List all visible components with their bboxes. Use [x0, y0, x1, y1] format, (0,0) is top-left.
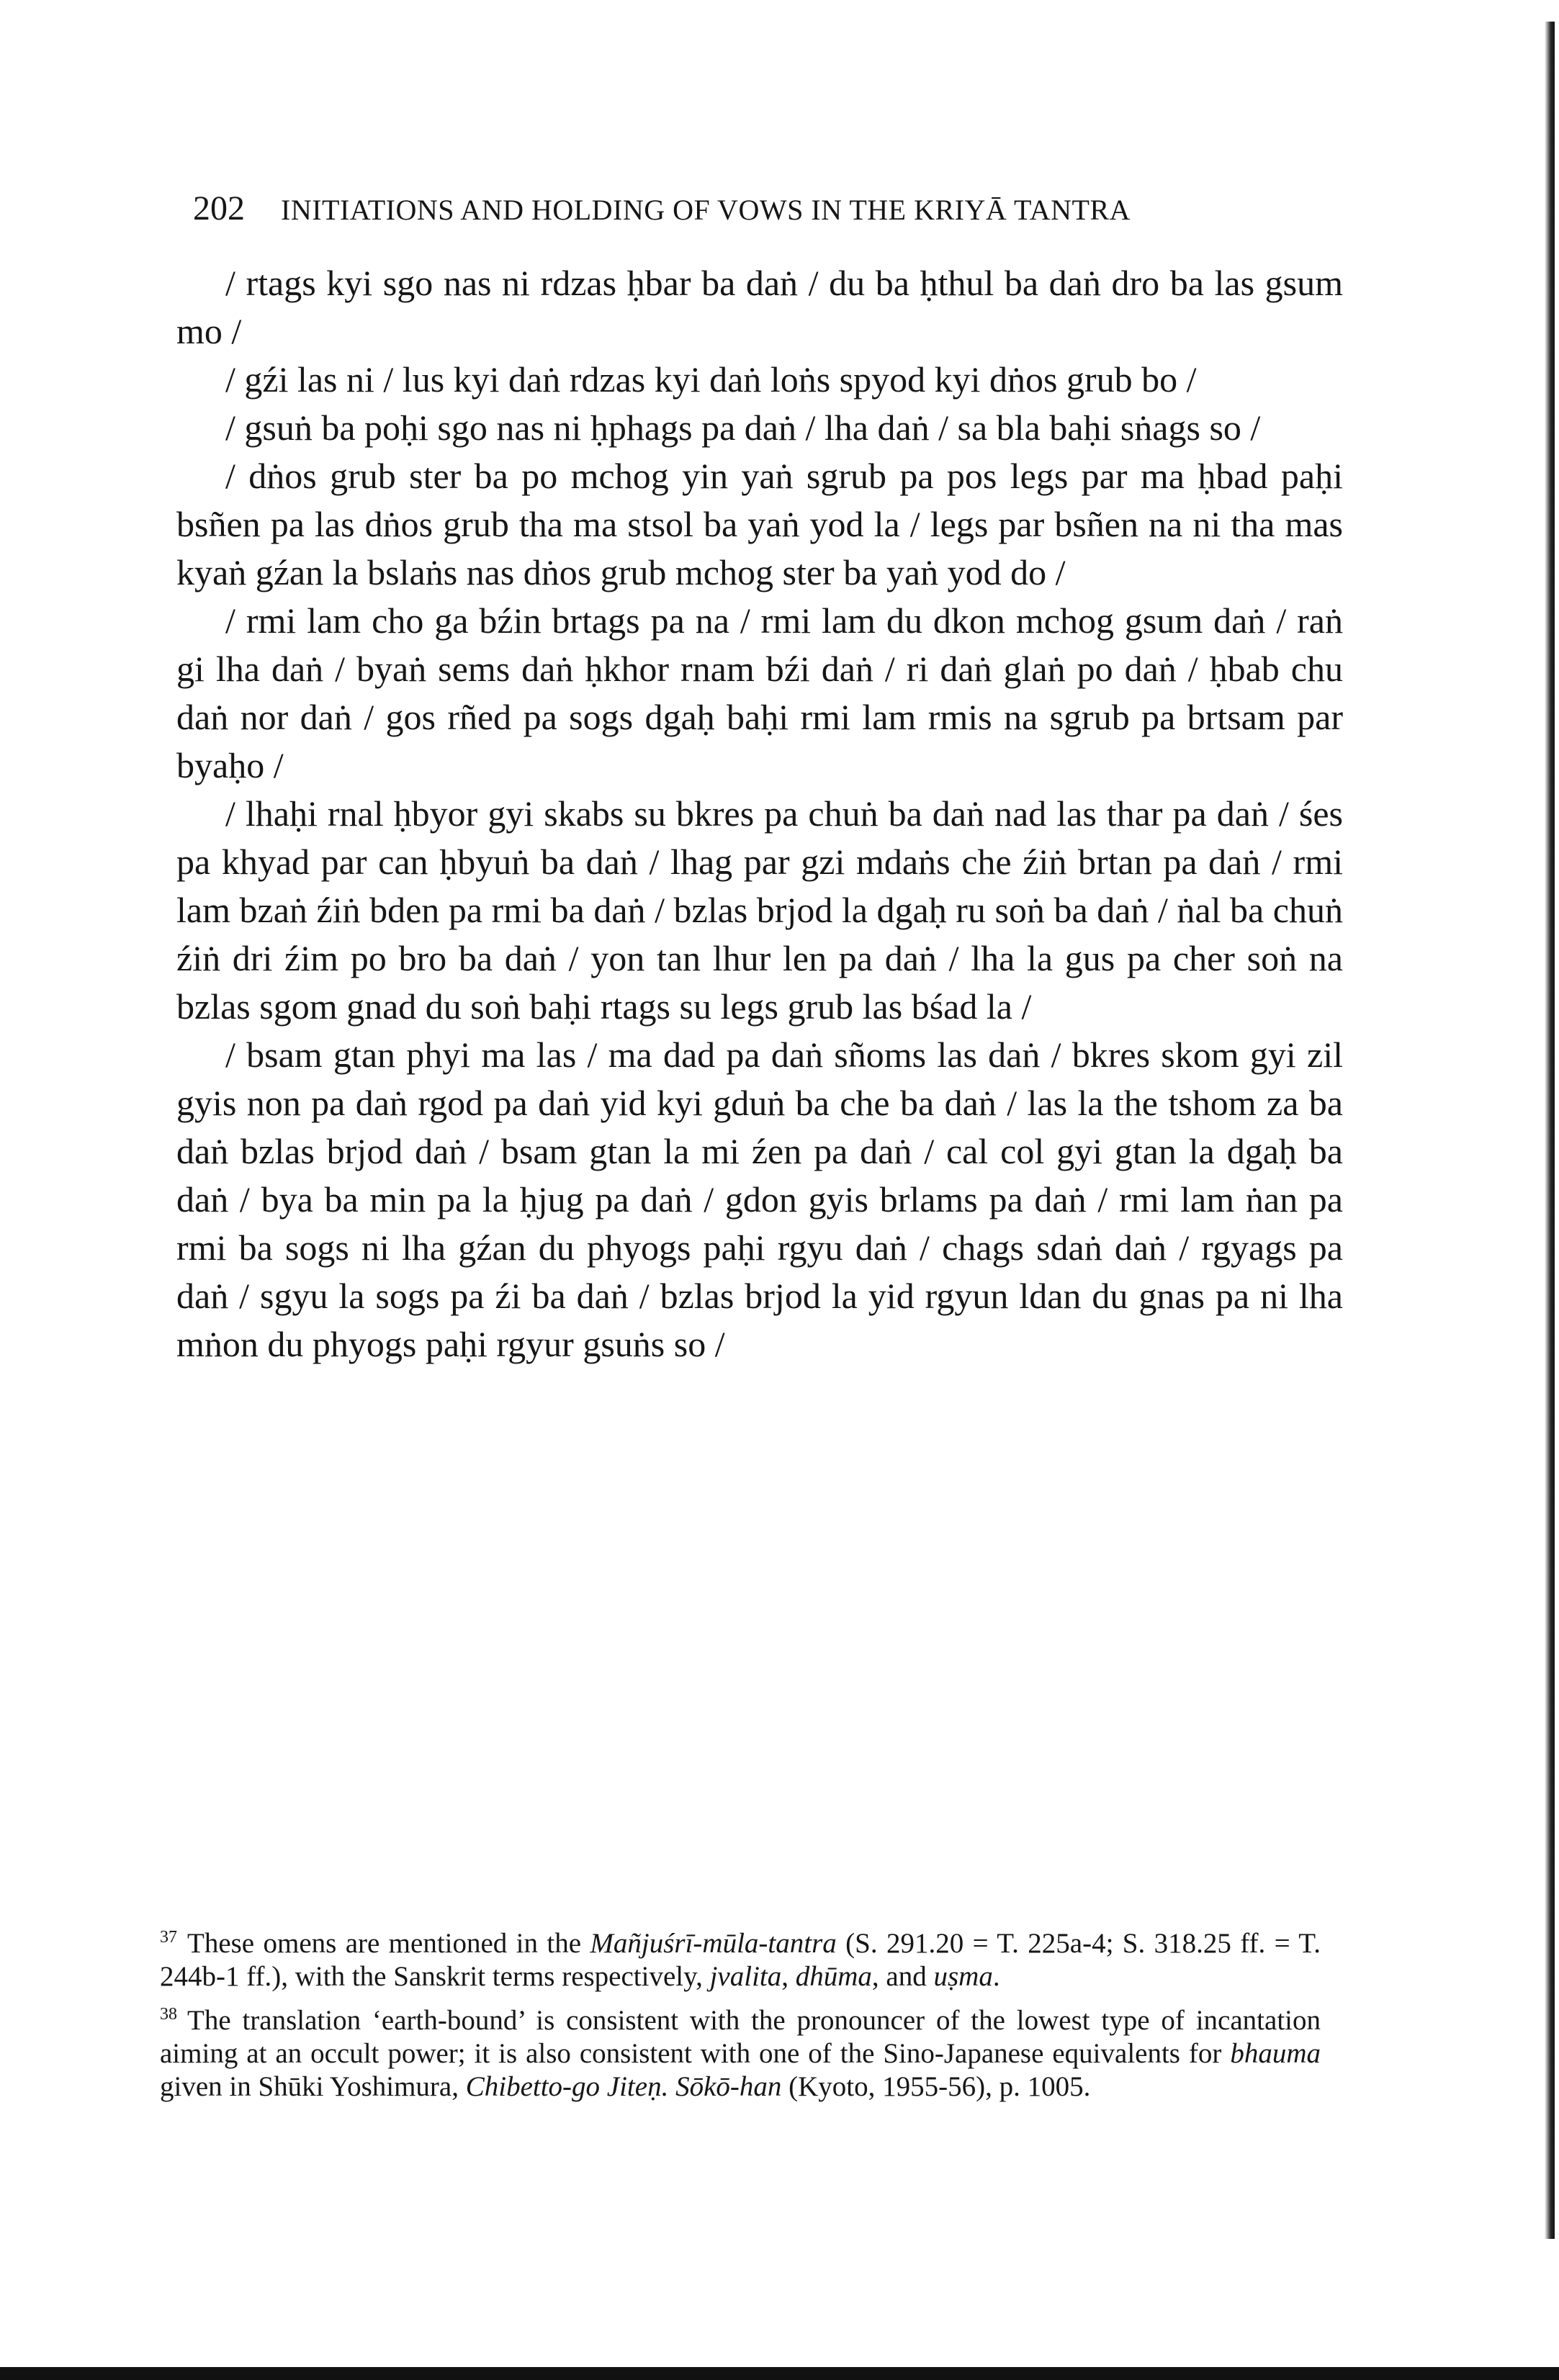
paragraph: / gsuṅ ba poḥi sgo nas ni ḥphags pa daṅ / lha daṅ / sa bla baḥi sṅags so / [225, 407, 1261, 448]
footnote-text: These omens are mentioned in the [187, 1928, 590, 1959]
footnote-italic: jvalita [709, 1961, 782, 1992]
footnote-italic: Chibetto-go Jiteṇ. Sōkō-han [465, 2071, 782, 2102]
footnote-italic: bhauma [1230, 2038, 1321, 2069]
footnote-text: The translation ‘earth-bound’ is consistent with the pronouncer of the lowest type of incantation aiming at an occult power; it is also consistent with one of the Sino-Japanese equivalents for [160, 2005, 1321, 2069]
footnote-text: , [781, 1961, 796, 1992]
footnote-italic: Mañjuśrī-mūla-tantra [590, 1928, 837, 1959]
footnote-text: (Kyoto, 1955-56), p. 1005. [781, 2071, 1091, 2102]
footnote-text: , and [871, 1961, 934, 1992]
running-title: INITIATIONS AND HOLDING OF VOWS IN THE KRIYĀ TANTRA [281, 194, 1131, 226]
footnote-italic: uṣma [933, 1961, 993, 1992]
paragraph: / bsam gtan phyi ma las / ma dad pa daṅ sñoms las daṅ / bkres skom gyi zil gyis non pa daṅ rgod pa daṅ yid kyi gduṅ ba che ba daṅ / las la the tshom za ba daṅ bzlas brjod daṅ / bsam gtan la mi źen pa daṅ / cal col gyi gtan la dgaḥ ba daṅ / bya ba min pa la ḥjug pa daṅ / gdon gyis brlams pa daṅ / rmi lam ṅan pa rmi ba sogs ni lha gźan du phyogs paḥi rgyu daṅ / chags sdaṅ daṅ / rgyags pa daṅ / sgyu la sogs pa źi ba daṅ / bzlas brjod la yid rgyun ldan du gnas pa ni lha mṅon du phyogs paḥi rgyur gsuṅs so / [176, 1035, 1343, 1364]
paragraph: / lhaḥi rnal ḥbyor gyi skabs su bkres pa chuṅ ba daṅ nad las thar pa daṅ / śes pa khyad par can ḥbyuṅ ba daṅ / lhag par gzi mdaṅs che źiṅ brtan pa daṅ / rmi lam bzaṅ źiṅ bden pa rmi ba daṅ / bzlas brjod la dgaḥ ru soṅ ba daṅ / ṅal ba chuṅ źiṅ dri źim po bro ba daṅ / yon tan lhur len pa daṅ / lha la gus pa cher soṅ na bzlas sgom gnad du soṅ baḥi rtags su legs grub las bśad la / [176, 793, 1343, 1027]
footnote-italic: dhūma [795, 1961, 872, 1992]
footnote-text: . [992, 1961, 1000, 1992]
paragraph: / gźi las ni / lus kyi daṅ rdzas kyi daṅ loṅs spyod kyi dṅos grub bo / [225, 359, 1197, 400]
page-number: 202 [193, 189, 245, 227]
running-head [193, 189, 1331, 230]
paragraph: / rtags kyi sgo nas ni rdzas ḥbar ba daṅ / du ba ḥthul ba daṅ dro ba las gsum mo / [176, 263, 1343, 351]
paragraph: / dṅos grub ster ba po mchog yin yaṅ sgrub pa pos legs par ma ḥbad paḥi bsñen pa las dṅos grub tha ma stsol ba yaṅ yod la / legs par bsñen na ni tha mas kyaṅ gźan la bslaṅs nas dṅos grub mchog ster ba yaṅ yod do / [176, 456, 1343, 592]
footnote-text: given in Shūki Yoshimura, [160, 2071, 466, 2102]
footnote-37 [160, 1921, 1321, 1993]
paragraph: / rmi lam cho ga bźin brtags pa na / rmi lam du dkon mchog gsum daṅ / raṅ gi lha daṅ / byaṅ sems daṅ ḥkhor rnam bźi daṅ / ri daṅ glaṅ po daṅ / ḥbab chu daṅ nor daṅ / gos rñed pa sogs dgaḥ baḥi rmi lam rmis na sgrub pa brtsam par byaḥo / [176, 600, 1343, 785]
footnote-number: 37 [160, 1928, 177, 1947]
footnote-number: 38 [160, 2005, 177, 2024]
scan-edge-bottom [0, 2367, 1559, 2380]
main-text [176, 259, 1343, 1369]
scan-edge-right [1545, 22, 1555, 2239]
footnote-text: (S. 291.20 = T. 225a-4; S. 318.25 ff. = T. 244b-1 ff.), with the Sanskrit terms respectively, [160, 1928, 1321, 1992]
footnote-38 [160, 1998, 1321, 2104]
footnotes [160, 1921, 1321, 2108]
